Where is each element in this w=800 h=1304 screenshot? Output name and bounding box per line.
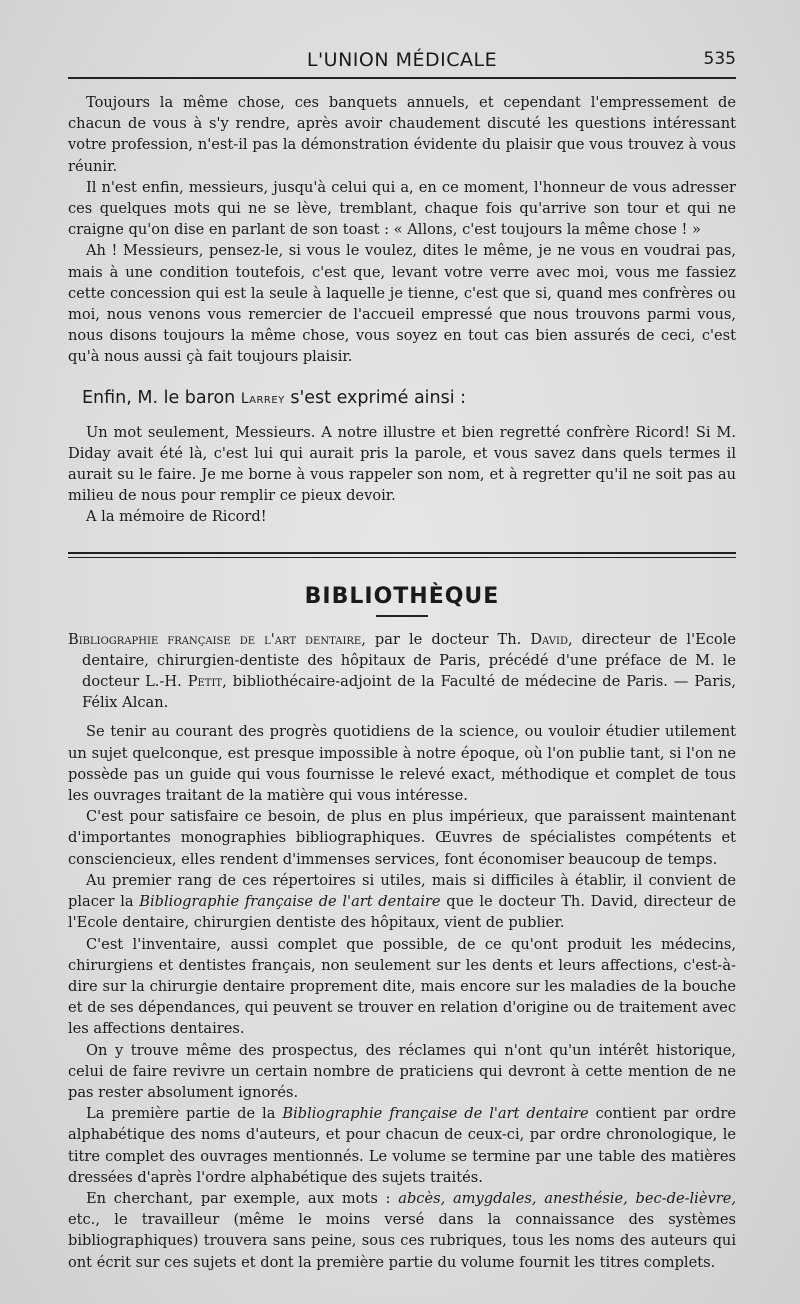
book-title: Bibliographie française de l'art dentaire bbox=[282, 1105, 589, 1123]
section-divider bbox=[68, 552, 736, 558]
paragraph: En cherchant, par exemple, aux mots : abcès, amygdales, anesthésie, bec-de-lièvre, etc., le travailleur (même le moins versé dans la connaissance des systèmes bibliographiques) trouvera sans peine, sous ces rubriques, tous les noms des auteurs qui ont écrit sur ces sujets et dont la première partie du volume fournit les titres complets. bbox=[68, 1189, 736, 1271]
paragraph: C'est pour satisfaire ce besoin, de plus en plus impérieux, que paraissent maintenant d'importantes monographies bibliographiques. Œuvres de spécialistes compétents et consciencieux, elles rendent d'immenses services, font économiser beaucoup de temps. bbox=[68, 808, 736, 868]
reference-title: Bibliographie française de l'art dentaire, bbox=[68, 630, 366, 648]
larrey-toast bbox=[68, 422, 736, 528]
book-title: Bibliographie française de l'art dentaire bbox=[139, 893, 441, 911]
paragraph: Toujours la même chose, ces banquets annuels, et cependant l'empressement de chacun de vous à s'y rendre, après avoir chaudement discuté les questions intéressant votre profession, n'est-il pas la démonstration évidente du plaisir que vous trouvez à vous réunir. bbox=[68, 94, 736, 175]
section-title: BIBLIOTHÈQUE bbox=[304, 583, 500, 609]
page-number: 535 bbox=[703, 49, 736, 69]
bibliographic-reference: Bibliographie française de l'art dentaire, par le docteur Th. David, directeur de l'Ecole dentaire, chirurgien-dentiste des hôpitaux de Paris, précédé d'une préface de M. le docteur L.-H. Petit, bibliothécaire-adjoint de la Faculté de médecine de Paris. — Paris, Félix Alcan. bbox=[68, 630, 736, 712]
paragraph: Se tenir au courant des progrès quotidiens de la science, ou vouloir étudier utilement un sujet quelconque, est presque impossible à notre époque, où l'on publie tant, si l'on ne possède pas un guide qui vous fournisse le relevé exact, méthodique et complet de tous les ouvrages traitant de la matière qui vous intéresse. bbox=[68, 723, 736, 805]
paragraph: C'est l'inventaire, aussi complet que possible, de ce qu'ont produit les médecins, chirurgiens et dentistes français, non seulement sur les dents et leurs affections, c'est-à-dire sur la chirurgie dentaire proprement dite, mais encore sur les maladies de la bouche et de ses dépendances, qui peuvent se trouver en relation d'origine ou de traitement avec les affections dentaires. bbox=[68, 935, 736, 1038]
paragraph: A la mémoire de Ricord! bbox=[86, 508, 267, 526]
paragraph: Ah ! Messieurs, pensez-le, si vous le voulez, dites le même, je ne vous en voudrai pas, mais à une condition toutefois, c'est que, levant votre verre avec moi, vous me fassiez cette concession qui est la seule à laquelle je tienne, c'est que si, quand mes confrères ou moi, nous venons vous remercier de l'accueil empressé que nous trouvons parmi vous, nous disons toujours la même chose, vous soyez en tout cas bien assurés de ceci, c'est qu'à nous aussi çà fait toujours plaisir. bbox=[68, 242, 736, 366]
header-rule bbox=[68, 77, 736, 79]
paragraph: Un mot seulement, Messieurs. A notre illustre et bien regretté confrère Ricord! Si M. Diday avait été là, c'est lui qui aurait pris la parole, et vous savez dans quels termes il aurait su le faire. Je me borne à vous rappeler son nom, et à regretter qu'il ne soit pas au milieu de nous pour remplir ce pieux devoir. bbox=[68, 423, 736, 505]
journal-title: L'UNION MÉDICALE bbox=[306, 49, 498, 71]
section-title-underline bbox=[376, 615, 428, 617]
running-header bbox=[68, 44, 736, 74]
reference-preface-author: Petit bbox=[187, 673, 223, 691]
paragraph: La première partie de la Bibliographie française de l'art dentaire contient par ordre alphabétique des noms d'auteurs, et pour chacun de ceux-ci, par ordre chronologique, le titre complet des ouvrages mentionnés. Le volume se termine par une table des matières dressées d'après l'ordre alphabétique des sujets traités. bbox=[68, 1105, 736, 1186]
paragraph: Il n'est enfin, messieurs, jusqu'à celui qui a, en ce moment, l'honneur de vous adresser ces quelques mots qui ne se lève, tremblant, chaque fois qu'arrive son tour et qui ne craigne qu'on dise en parlant de son toast : « Allons, c'est toujours la même chose ! » bbox=[68, 178, 736, 239]
larrey-intro: Enfin, M. le baron Larrey s'est exprimé ainsi : bbox=[82, 387, 467, 408]
paragraph: On y trouve même des prospectus, des réclames qui n'ont qu'un intérêt historique, celui de faire revivre un certain nombre de praticiens qui devront à cette mention de ne pas rester absolument ignorés. bbox=[68, 1041, 736, 1101]
page-body bbox=[68, 92, 736, 1273]
example-terms: abcès, amygdales, anesthésie, bec-de-lièvre, bbox=[398, 1189, 736, 1207]
reference-author: David bbox=[530, 630, 568, 648]
larrey-name: Larrey bbox=[240, 390, 285, 407]
paragraph: Au premier rang de ces répertoires si utiles, mais si difficiles à établir, il convient de placer la Bibliographie française de l'art dentaire que le docteur Th. David, directeur de l'Ecole dentaire, chirurgien dentiste des hôpitaux, vient de publier. bbox=[68, 871, 736, 932]
